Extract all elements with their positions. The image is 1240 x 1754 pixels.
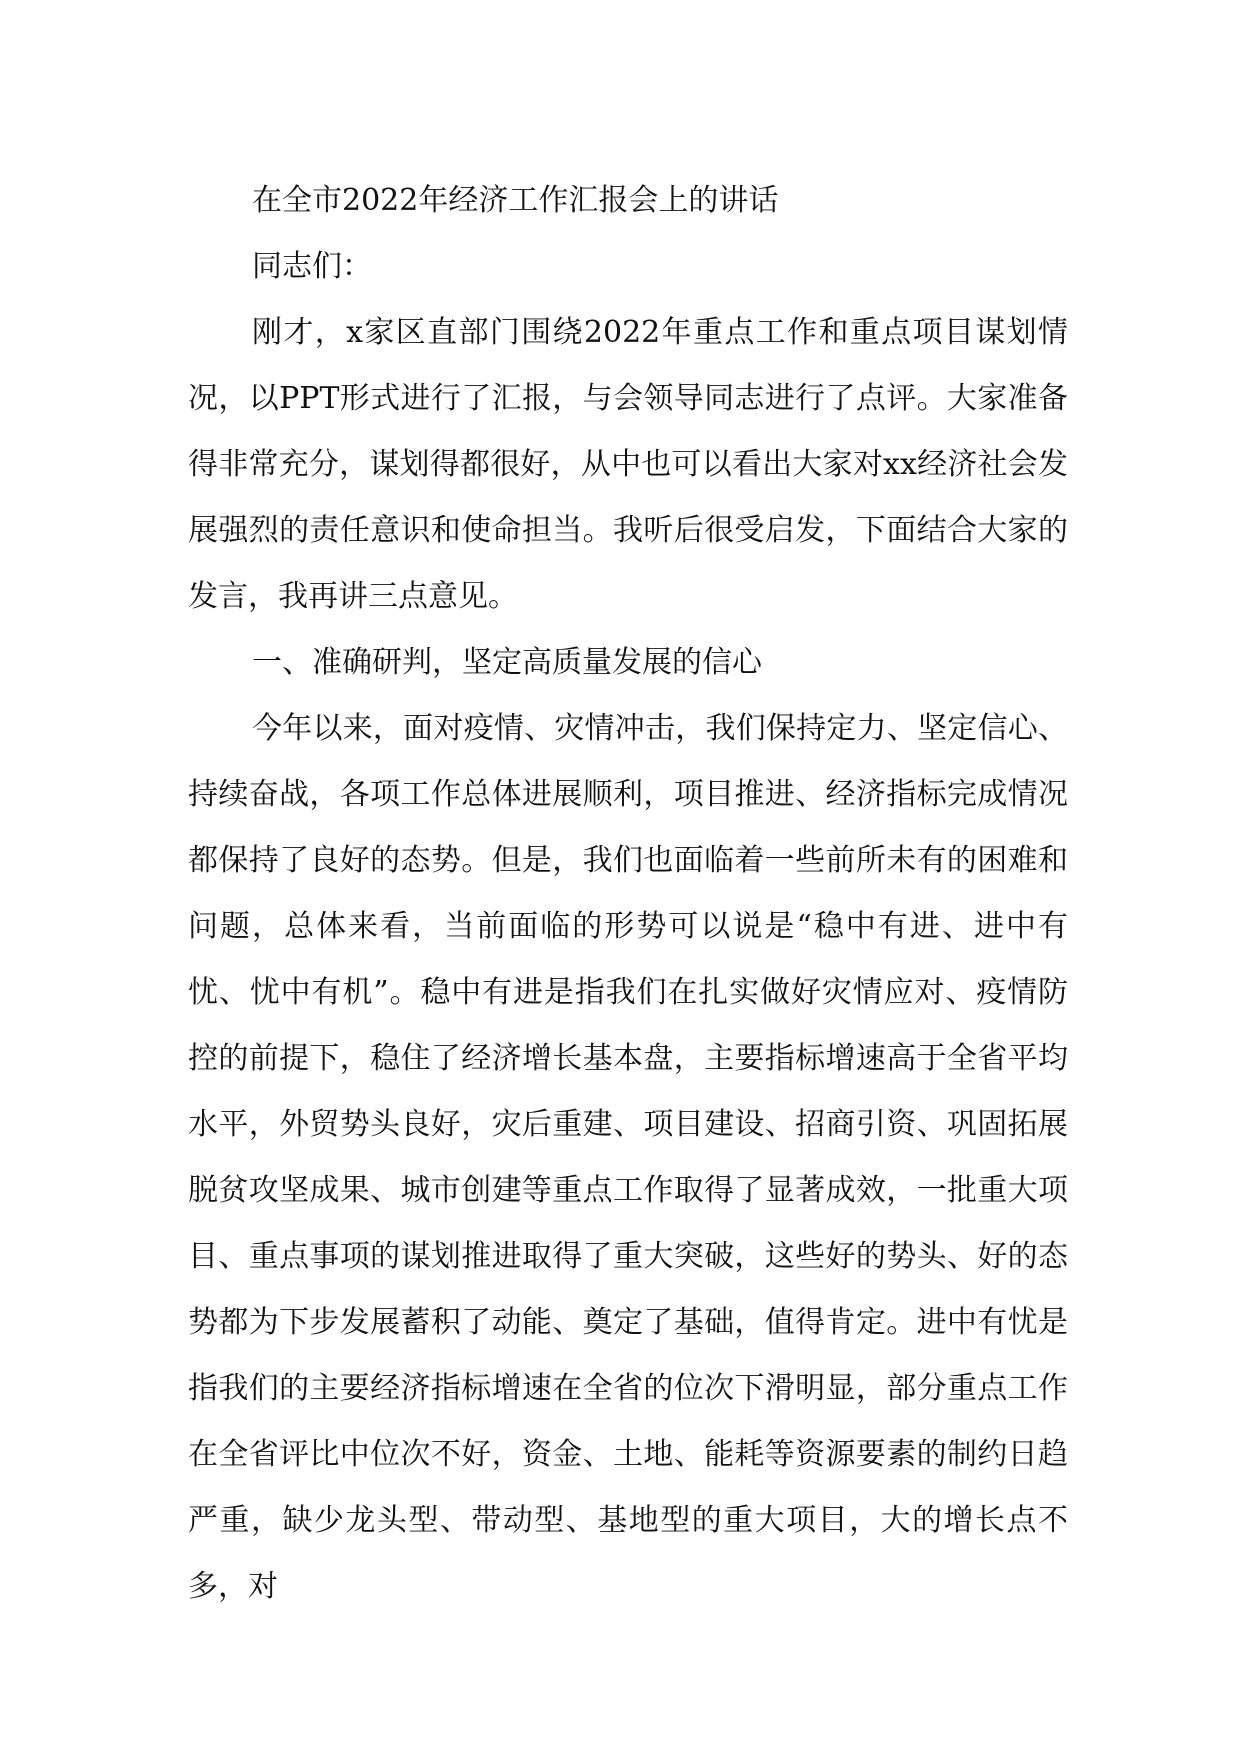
document-title: 在全市2022年经济工作汇报会上的讲话 (252, 183, 779, 218)
document-body (188, 168, 1068, 1620)
section-heading-1: 一、准确研判，坚定高质量发展的信心 (252, 645, 762, 680)
paragraph-opening: 刚才，x家区直部门围绕2022年重点工作和重点项目谋划情况，以PPT形式进行了汇报，与会领导同志进行了点评。大家准备得非常充分，谋划得都很好，从中也可以看出大家对xx经济社会发展强烈的责任意识和使命担当。我听后很受启发，下面结合大家的发言，我再讲三点意见。 (188, 315, 1068, 614)
paragraph-situation: 今年以来，面对疫情、灾情冲击，我们保持定力、坚定信心、持续奋战，各项工作总体进展顺利，项目推进、经济指标完成情况都保持了良好的态势。但是，我们也面临着一些前所未有的困难和问题，总体来看，当前面临的形势可以说是“稳中有进、进中有忧、忧中有机”。稳中有进是指我们在扎实做好灾情应对、疫情防控的前提下，稳住了经济增长基本盘，主要指标增速高于全省平均水平，外贸势头良好，灾后重建、项目建设、招商引资、巩固拓展脱贫攻坚成果、城市创建等重点工作取得了显著成效，一批重大项目、重点事项的谋划推进取得了重大突破，这些好的势头、好的态势都为下步发展蓄积了动能、奠定了基础，值得肯定。进中有忧是指我们的主要经济指标增速在全省的位次下滑明显，部分重点工作在全省评比中位次不好，资金、土地、能耗等资源要素的制约日趋严重，缺少龙头型、带动型、基地型的重大项目，大的增长点不多，对 (188, 711, 1068, 1604)
salutation: 同志们： (252, 249, 372, 284)
